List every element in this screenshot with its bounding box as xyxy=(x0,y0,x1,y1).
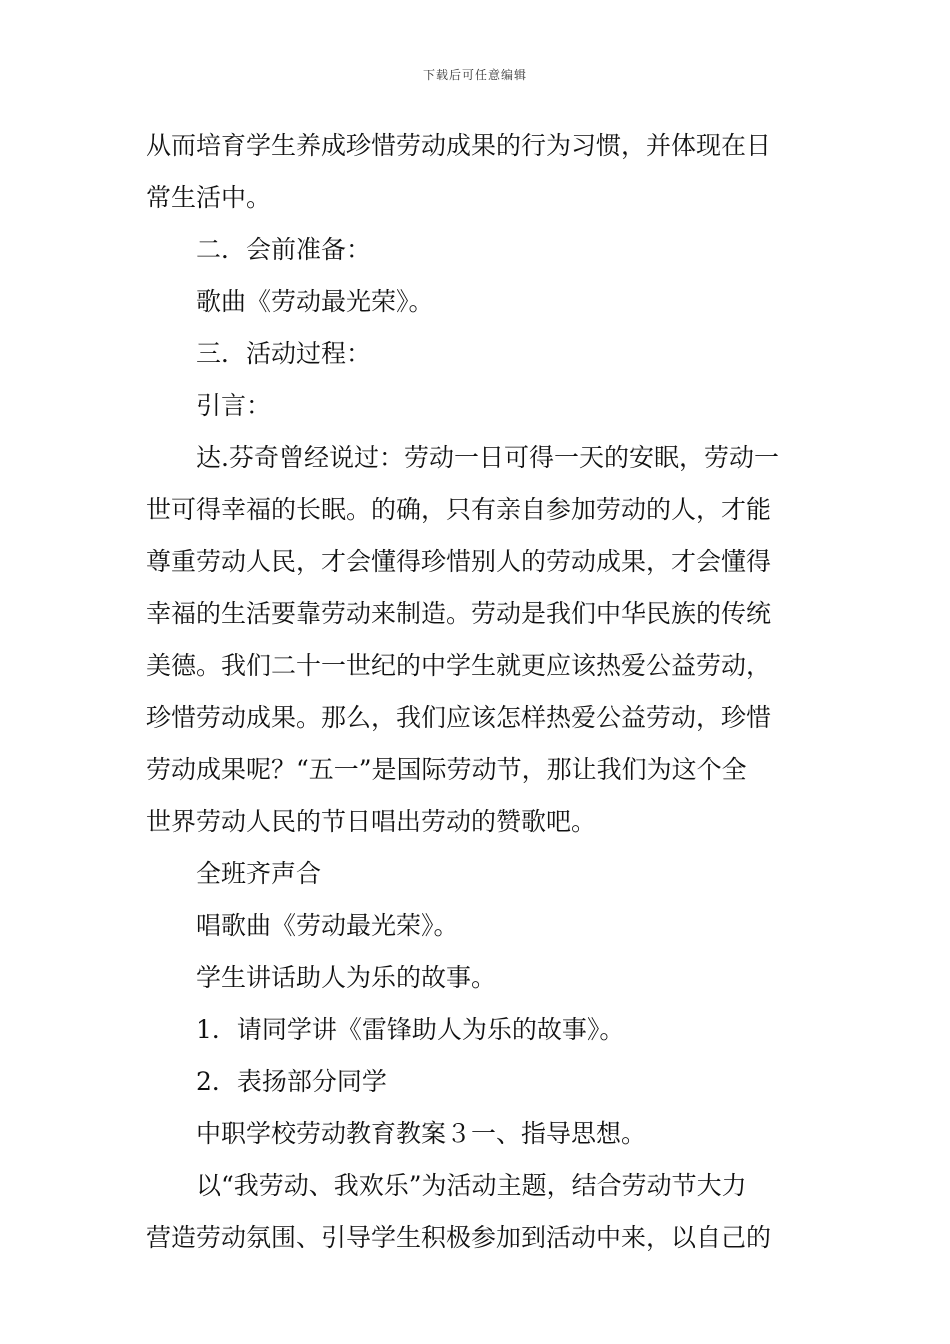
text-line: 珍惜劳动成果。那么，我们应该怎样热爱公益劳动，珍惜 xyxy=(146,703,772,732)
text-line: 世界劳动人民的节日唱出劳动的赞歌吧。 xyxy=(146,807,597,836)
text-line: 营造劳动氛围、引导学生积极参加到活动中来，以自己的 xyxy=(146,1223,772,1252)
text-line: 达.芬奇曾经说过：劳动一日可得一天的安眠，劳动一 xyxy=(196,443,779,472)
text-line: 引言： xyxy=(196,391,272,420)
text-line: 常生活中。 xyxy=(146,183,272,212)
text-line: 唱歌曲《劳动最光荣》。 xyxy=(196,911,459,940)
text-line: 从而培育学生养成珍惜劳动成果的行为习惯，并体现在日 xyxy=(146,131,772,160)
text-line: 1．请同学讲《雷锋助人为乐的故事》。 xyxy=(196,1015,625,1044)
text-line: 劳动成果呢？“五一”是国际劳动节，那让我们为这个全 xyxy=(146,755,747,784)
text-line: 二．会前准备： xyxy=(196,235,372,264)
text-line: 尊重劳动人民，才会懂得珍惜别人的劳动成果，才会懂得 xyxy=(146,547,772,576)
text-line: 以“我劳动、我欢乐”为活动主题，结合劳动节大力 xyxy=(196,1171,747,1200)
text-line: 2．表扬部分同学 xyxy=(196,1067,387,1096)
text-line: 学生讲话助人为乐的故事。 xyxy=(196,963,497,992)
document-body xyxy=(146,120,810,1264)
text-line: 幸福的生活要靠劳动来制造。劳动是我们中华民族的传统 xyxy=(146,599,772,628)
text-line: 三．活动过程： xyxy=(196,339,372,368)
text-line: 中职学校劳动教育教案３一、指导思想。 xyxy=(196,1119,647,1148)
text-line: 全班齐声合 xyxy=(196,859,322,888)
page-header: 下载后可任意编辑 xyxy=(422,68,527,82)
text-line: 歌曲《劳动最光荣》。 xyxy=(196,287,434,316)
text-line: 美德。我们二十一世纪的中学生就更应该热爱公益劳动， xyxy=(146,651,772,680)
text-line: 世可得幸福的长眠。的确，只有亲自参加劳动的人，才能 xyxy=(146,495,772,524)
